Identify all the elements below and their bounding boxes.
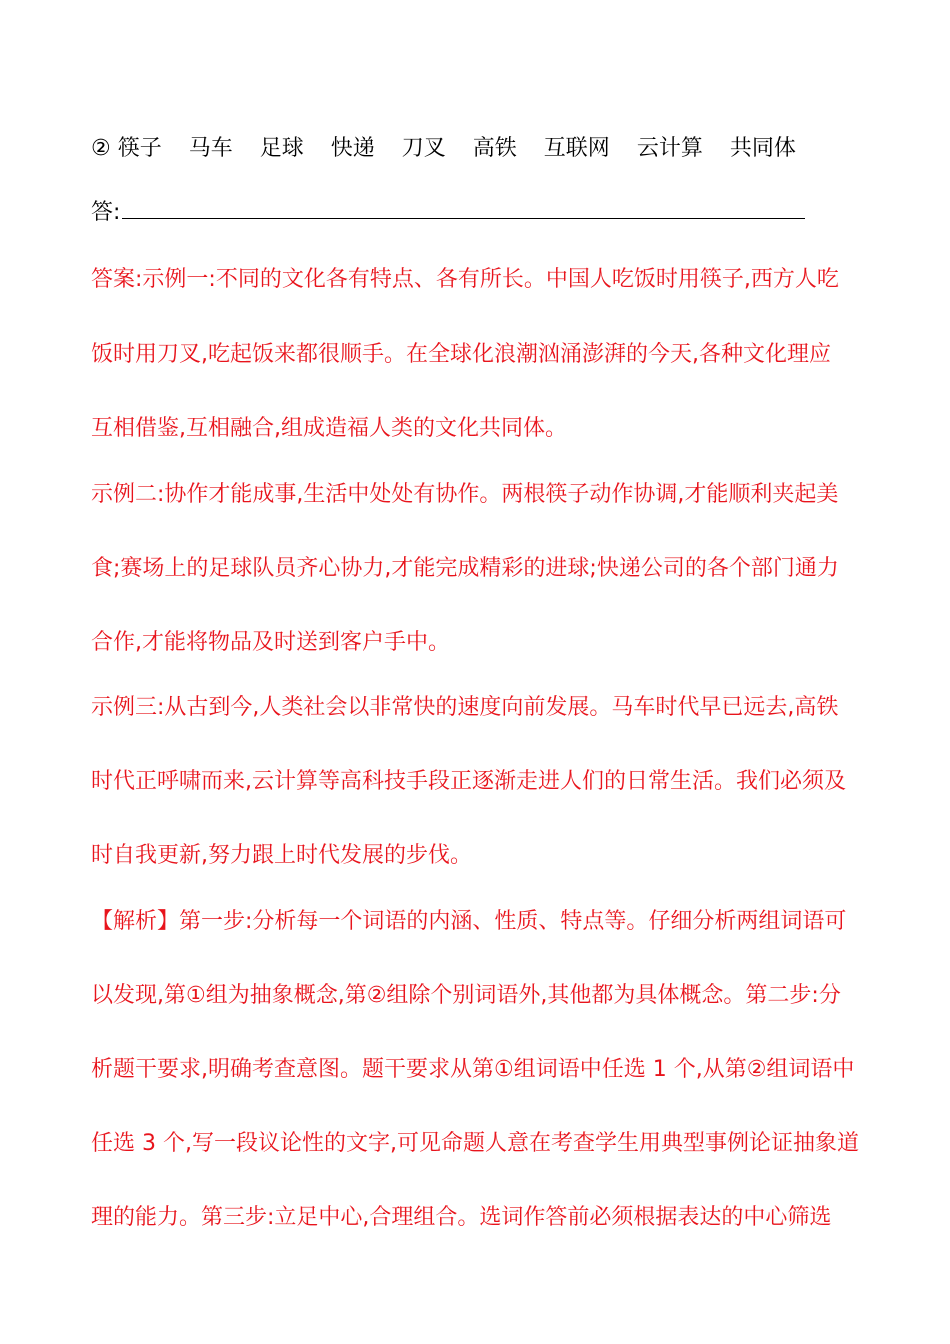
word-item: 互联网: [543, 136, 610, 161]
solution-line: 互相借鉴,互相融合,组成造福人类的文化共同体。: [91, 416, 567, 441]
answer-blank-line[interactable]: [122, 196, 805, 219]
word-item: 共同体: [729, 136, 796, 161]
word-item: 快递: [330, 136, 375, 161]
solution-line: 食;赛场上的足球队员齐心协力,才能完成精彩的进球;快递公司的各个部门通力: [91, 556, 839, 581]
solution-line: 答案:示例一:不同的文化各有特点、各有所长。中国人吃饭时用筷子,西方人吃: [91, 267, 839, 292]
solution-line: 【解析】第一步:分析每一个词语的内涵、性质、特点等。仔细分析两组词语可: [91, 909, 847, 934]
word-item: 刀叉: [401, 136, 446, 161]
solution-line: 任选 3 个,写一段议论性的文字,可见命题人意在考查学生用典型事例论证抽象道: [91, 1131, 859, 1156]
word-item: ② 筷子: [91, 136, 162, 161]
solution-line: 时代正呼啸而来,云计算等高科技手段正逐渐走进人们的日常生活。我们必须及: [91, 769, 846, 794]
solution-line: 合作,才能将物品及时送到客户手中。: [91, 630, 450, 655]
word-group-2: [91, 132, 796, 166]
answer-field: [91, 196, 805, 230]
word-item: 马车: [188, 136, 233, 161]
solution-line: 理的能力。第三步:立足中心,合理组合。选词作答前必须根据表达的中心筛选: [91, 1205, 832, 1230]
solution-line: 以发现,第①组为抽象概念,第②组除个别词语外,其他都为具体概念。第二步:分: [91, 983, 841, 1008]
word-item: 足球: [259, 136, 304, 161]
solution-line: 示例二:协作才能成事,生活中处处有协作。两根筷子动作协调,才能顺利夹起美: [91, 482, 839, 507]
solution-line: 示例三:从古到今,人类社会以非常快的速度向前发展。马车时代早已远去,高铁: [91, 695, 839, 720]
solution-line: 时自我更新,努力跟上时代发展的步伐。: [91, 843, 472, 868]
solution-line: 饭时用刀叉,吃起饭来都很顺手。在全球化浪潮汹涌澎湃的今天,各种文化理应: [91, 342, 831, 367]
answer-label: 答:: [91, 200, 121, 225]
word-item: 高铁: [472, 136, 517, 161]
solution-line: 析题干要求,明确考查意图。题干要求从第①组词语中任选 1 个,从第②组词语中: [91, 1057, 855, 1082]
word-item: 云计算: [636, 136, 703, 161]
